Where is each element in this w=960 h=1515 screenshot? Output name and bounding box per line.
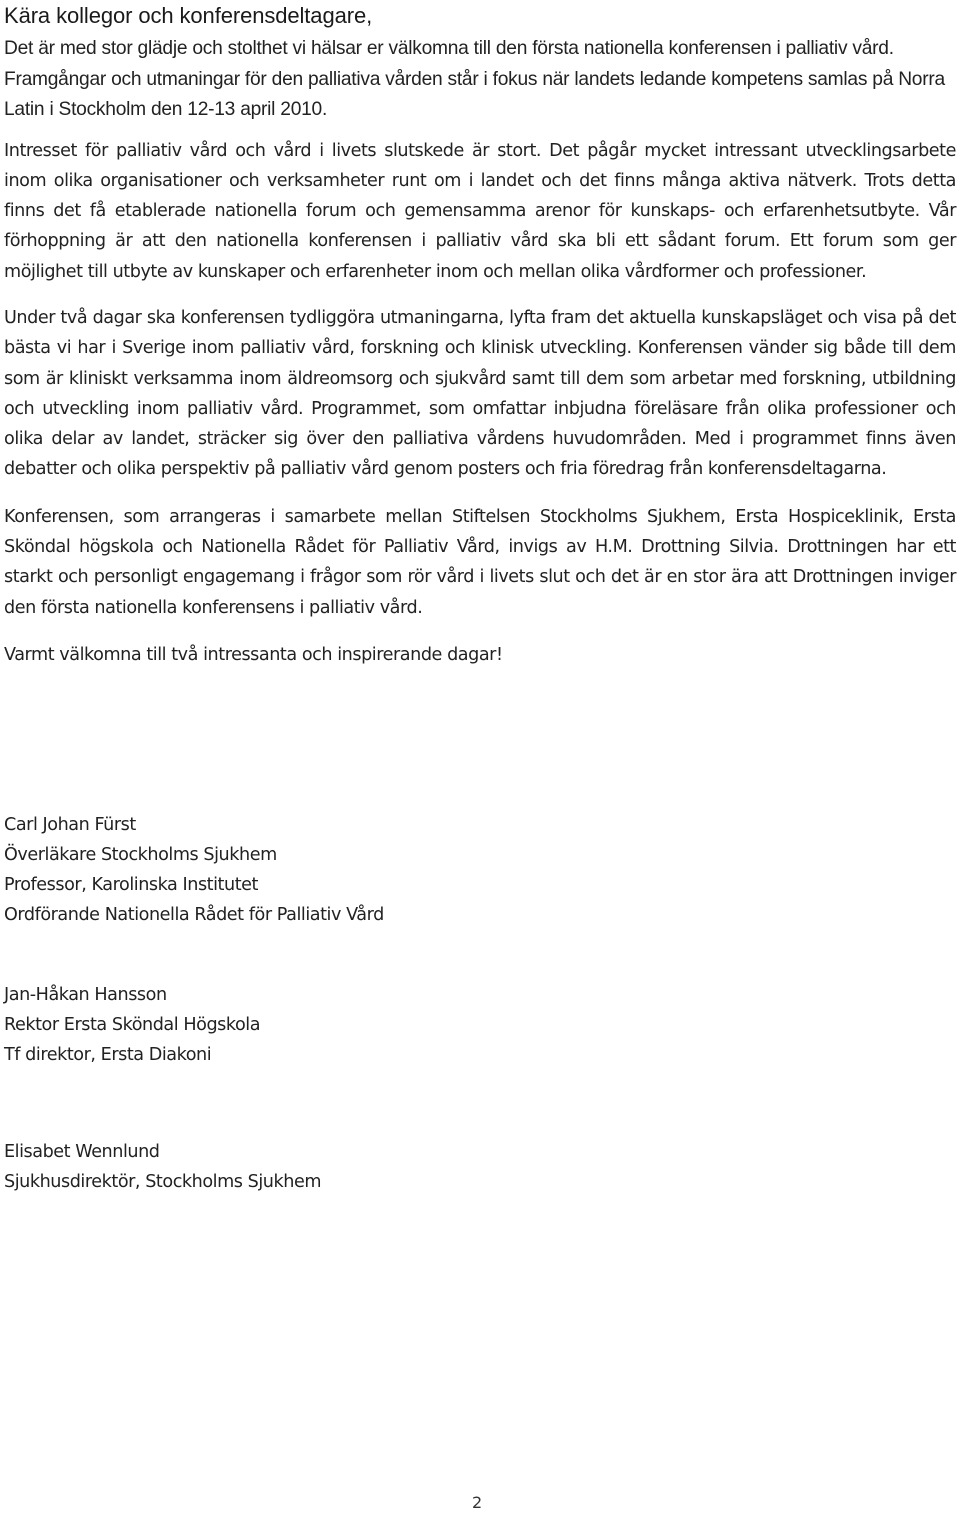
signature-block-hansson <box>4 980 260 1070</box>
signatory-name: Jan-Håkan Hansson <box>4 985 167 1005</box>
signatory-name: Elisabet Wennlund <box>4 1142 160 1162</box>
signatory-title: Tf direktor, Ersta Diakoni <box>4 1045 212 1065</box>
intro-paragraph: Det är med stor glädje och stolthet vi hälsar er välkomna till den första nationella konferensen i palliativ vård. Framgångar och utmaningar för den palliativa vården står i fokus när landets ledande kompetens samlas på Norra Latin i Stockholm den 12-13 april 2010. <box>4 38 945 120</box>
signatory-title: Överläkare Stockholms Sjukhem <box>4 845 277 865</box>
body-paragraph-program: Under två dagar ska konferensen tydliggöra utmaningarna, lyfta fram det aktuella kunskapsläget och visa på det bästa vi har i Sverige inom palliativ vård, forskning och klinisk utveckling. Konferensen vänder sig både till dem som är kliniskt verksamma inom äldreomsorg och sjukvård samt till dem som arbetar med forskning, utbildning och utveckling inom palliativ vård. Programmet, som omfattar inbjudna föreläsare från olika professioner och olika delar av landet, sträcker sig över den palliativa vårdens huvudområden. Med i programmet finns även debatter och olika perspektiv på palliativ vård genom posters och fria föredrag från konferensdeltagarna. <box>4 307 956 480</box>
letter-greeting: Kära kollegor och konferensdeltagare, <box>4 3 373 28</box>
signatory-title: Professor, Karolinska Institutet <box>4 875 258 895</box>
signatory-title: Rektor Ersta Sköndal Högskola <box>4 1015 261 1035</box>
body-paragraph-interest: Intresset för palliativ vård och vård i livets slutskede är stort. Det pågår mycket intressant utvecklingsarbete inom olika organisationer och verksamheter runt om i landet och det finns många aktiva nätverk. Trots detta finns det få etablerade nationella forum och gemensamma arenor för kunskaps- och erfarenhetsutbyte. Vår förhoppning är att den nationella konferensen i palliativ vård ska bli ett sådant forum. Ett forum som ger möjlighet till utbyte av kunskaper och erfarenheter inom och mellan olika vårdformer och professioner. <box>4 140 956 282</box>
signature-block-wennlund <box>4 1137 321 1197</box>
closing-line: Varmt välkomna till två intressanta och inspirerande dagar! <box>4 644 503 665</box>
signatory-title: Ordförande Nationella Rådet för Palliativ Vård <box>4 905 384 925</box>
signature-block-furst <box>4 810 384 930</box>
body-paragraph-organizers: Konferensen, som arrangeras i samarbete mellan Stiftelsen Stockholms Sjukhem, Ersta Hospiceklinik, Ersta Sköndal högskola och Nationella Rådet för Palliativ Vård, invigs av H.M. Drottning Silvia. Drottningen har ett starkt och personligt engagemang i frågor som rör vård i livets slut och det är en stor ära att Drottningen inviger den första nationella konferensens i palliativ vård. <box>4 506 956 618</box>
signatory-title: Sjukhusdirektör, Stockholms Sjukhem <box>4 1172 322 1192</box>
letter-page <box>4 0 956 1515</box>
page-number: 2 <box>472 1493 483 1512</box>
signatory-name: Carl Johan Fürst <box>4 815 136 835</box>
